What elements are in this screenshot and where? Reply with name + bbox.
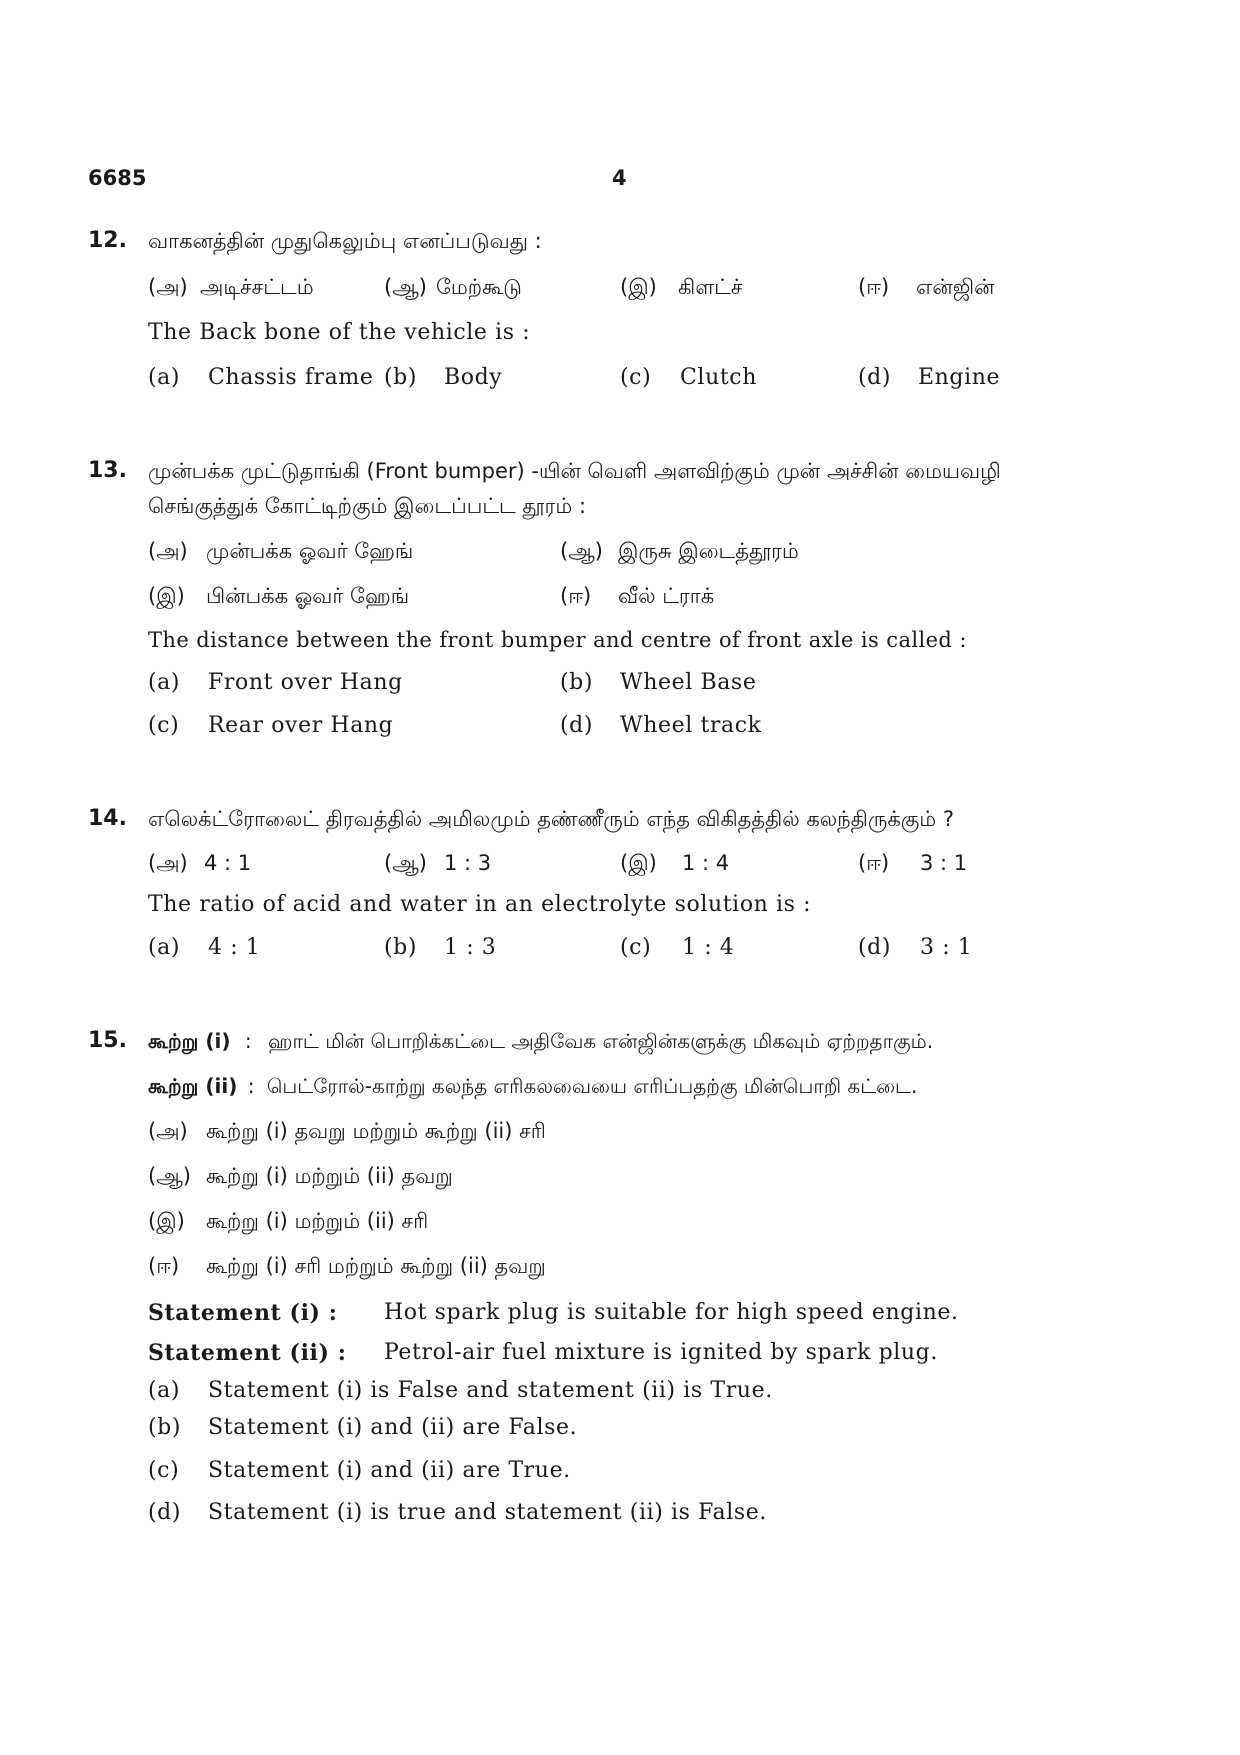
option-key: (a) (148, 1378, 181, 1403)
question-number: 13. (88, 458, 127, 483)
english-question-stem: The ratio of acid and water in an electrolyte solution is : (148, 892, 812, 917)
option-text: Wheel Base (620, 670, 757, 695)
question-number: 15. (88, 1028, 127, 1053)
option-key: (அ) (148, 539, 188, 563)
option-key: (அ) (148, 1119, 188, 1143)
option-text: என்ஜின் (916, 275, 995, 299)
option-text: Front over Hang (208, 670, 403, 695)
statement-text: ஹாட் மின் பொறிக்கட்டை அதிவேக என்ஜின்களுக்கு மிகவும் ஏற்றதாகும். (267, 1029, 934, 1053)
option-text: Statement (i) is False and statement (ii) is True. (208, 1378, 773, 1403)
option-text: 3 : 1 (920, 935, 973, 960)
statement-label: கூற்று (i) (148, 1029, 231, 1053)
option-key: (ஈ) (560, 584, 592, 608)
tamil-statement (148, 1029, 933, 1056)
option-text: Wheel track (620, 713, 762, 738)
option-text: கூற்று (i) சரி மற்றும் கூற்று (ii) தவறு (206, 1254, 546, 1278)
option-key: (இ) (148, 1209, 185, 1233)
option-text: கூற்று (i) மற்றும் (ii) தவறு (206, 1164, 453, 1188)
option-key: (a) (148, 365, 181, 390)
option-text: Body (444, 365, 503, 390)
option-key: (d) (858, 365, 892, 390)
option-key: (இ) (148, 584, 185, 608)
option-key: (இ) (620, 851, 657, 875)
option-text: அடிச்சட்டம் (200, 275, 314, 299)
option-key: (c) (620, 935, 652, 960)
option-key: (b) (148, 1415, 182, 1440)
option-text: முன்பக்க ஓவர் ஹேங் (206, 539, 414, 563)
option-text: 1 : 4 (682, 851, 730, 875)
page-number: 4 (612, 166, 627, 190)
option-key: (ஆ) (384, 851, 427, 875)
option-text: கூற்று (i) மற்றும் (ii) சரி (206, 1209, 429, 1233)
option-key: (ஈ) (148, 1254, 180, 1278)
tamil-question-stem: செங்குத்துக் கோட்டிற்கும் இடைப்பட்ட தூரம் : (148, 494, 587, 518)
option-key: (b) (384, 935, 418, 960)
option-text: 3 : 1 (920, 851, 968, 875)
option-text: 4 : 1 (204, 851, 252, 875)
option-text: மேற்கூடு (436, 275, 522, 299)
option-text: இருசு இடைத்தூரம் (618, 539, 799, 563)
question-number: 12. (88, 228, 127, 253)
statement-text: Hot spark plug is suitable for high speed engine. (384, 1300, 959, 1325)
option-text: பின்பக்க ஓவர் ஹேங் (206, 584, 410, 608)
option-key: (c) (148, 1458, 180, 1483)
statement-label: Statement (i) : (148, 1300, 338, 1326)
option-key: (b) (560, 670, 594, 695)
option-key: (அ) (148, 275, 188, 299)
statement-text: பெட்ரோல்-காற்று கலந்த எரிகலவையை எரிப்பதற்கு மின்பொறி கட்டை. (266, 1074, 918, 1098)
option-key: (அ) (148, 851, 188, 875)
statement-label: கூற்று (ii) (148, 1074, 238, 1098)
tamil-question-stem: வாகனத்தின் முதுகெலும்பு எனப்படுவது : (148, 229, 542, 253)
statement-separator: : (244, 1029, 252, 1053)
option-text: கிளட்ச் (678, 275, 743, 299)
option-text: கூற்று (i) தவறு மற்றும் கூற்று (ii) சரி (206, 1119, 546, 1143)
option-key: (a) (148, 670, 181, 695)
statement-label: Statement (ii) : (148, 1340, 347, 1366)
question-number: 14. (88, 806, 127, 831)
option-key: (d) (560, 713, 594, 738)
option-text: Statement (i) and (ii) are False. (208, 1415, 578, 1440)
option-key: (d) (148, 1500, 182, 1525)
option-text: Clutch (680, 365, 757, 390)
statement-text: Petrol-air fuel mixture is ignited by spark plug. (384, 1340, 938, 1365)
option-text: வீல் ட்ராக் (618, 584, 715, 608)
paper-code: 6685 (88, 166, 147, 190)
option-text: 4 : 1 (208, 935, 261, 960)
option-text: Statement (i) and (ii) are True. (208, 1458, 571, 1483)
option-text: Statement (i) is true and statement (ii) is False. (208, 1500, 767, 1525)
option-key: (ஆ) (148, 1164, 191, 1188)
option-key: (a) (148, 935, 181, 960)
option-key: (இ) (620, 275, 657, 299)
option-text: Engine (918, 365, 1001, 390)
option-key: (b) (384, 365, 418, 390)
option-key: (ஆ) (560, 539, 603, 563)
option-text: Chassis frame (208, 365, 374, 390)
english-question-stem: The Back bone of the vehicle is : (148, 320, 531, 345)
option-text: 1 : 4 (682, 935, 735, 960)
option-key: (d) (858, 935, 892, 960)
option-text: 1 : 3 (444, 935, 497, 960)
option-key: (c) (620, 365, 652, 390)
english-question-stem: The distance between the front bumper and centre of front axle is called : (148, 628, 967, 652)
statement-separator: : (247, 1074, 255, 1098)
tamil-statement (148, 1074, 917, 1101)
option-key: (ஆ) (384, 275, 427, 299)
option-text: 1 : 3 (444, 851, 492, 875)
option-key: (ஈ) (858, 851, 890, 875)
option-key: (c) (148, 713, 180, 738)
option-text: Rear over Hang (208, 713, 394, 738)
option-key: (ஈ) (858, 275, 890, 299)
tamil-question-stem: எலெக்ட்ரோலைட் திரவத்தில் அமிலமும் தண்ணீரும் எந்த விகிதத்தில் கலந்திருக்கும் ? (148, 807, 955, 831)
tamil-question-stem: முன்பக்க முட்டுதாங்கி (Front bumper) -யின் வெளி அளவிற்கும் முன் அச்சின் மையவழி (148, 459, 1001, 483)
